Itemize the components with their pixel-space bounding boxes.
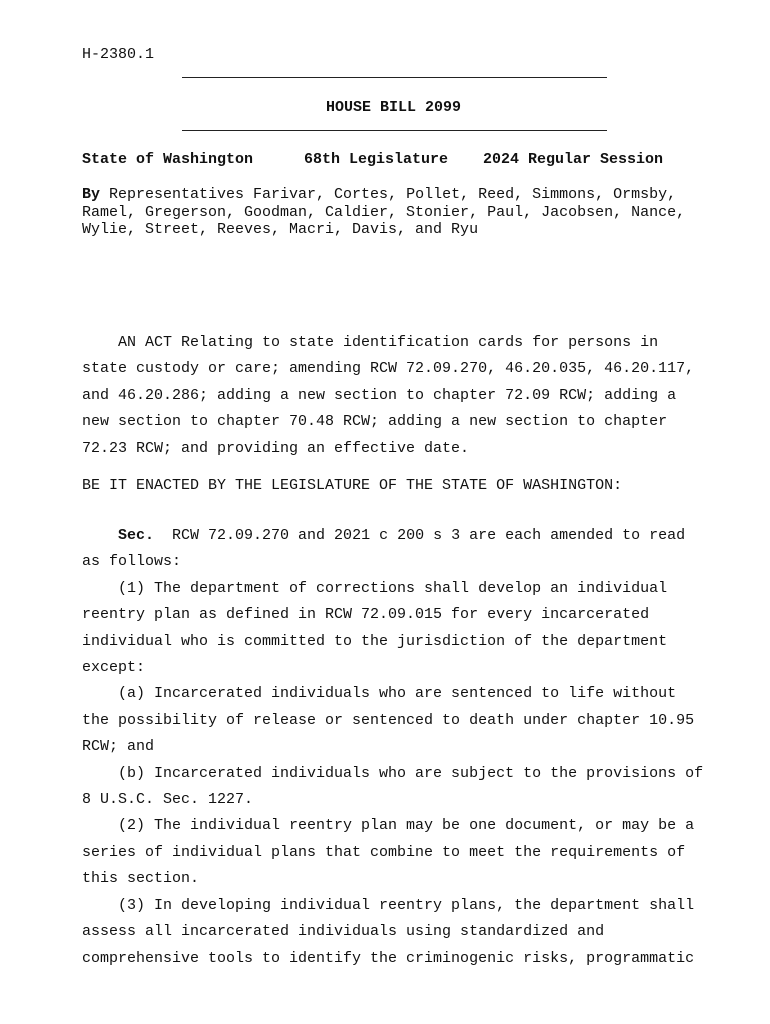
section-line: 8 U.S.C. Sec. 1227. (82, 791, 254, 809)
section-label: Sec. (118, 527, 155, 544)
section-line: (3) In developing individual reentry plans, the department shall (82, 896, 695, 914)
session-name: 2024 Regular Session (483, 151, 664, 168)
act-title-paragraph (82, 330, 722, 462)
section-body (82, 523, 722, 972)
section-line: (2) The individual reentry plan may be one document, or may be a (82, 817, 695, 835)
section-line: the possibility of release or sentenced to death under chapter 10.95 (82, 711, 695, 729)
section-line: RCW 72.09.270 and 2021 c 200 s 3 are each amended to read (154, 527, 686, 544)
title-bottom-rule (182, 130, 607, 131)
section-line: (b) Incarcerated individuals who are subject to the provisions of (82, 764, 704, 782)
section-line: (a) Incarcerated individuals who are sentenced to life without (82, 685, 677, 703)
sponsors-line: Representatives Farivar, Cortes, Pollet, Reed, Simmons, Ormsby, (100, 186, 677, 203)
act-line: new section to chapter 70.48 RCW; adding a new section to chapter (82, 413, 668, 431)
title-top-rule (182, 77, 607, 78)
section-line: RCW; and (82, 738, 155, 756)
section-line: (1) The department of corrections shall develop an individual (82, 579, 668, 597)
act-line: AN ACT Relating to state identification cards for persons in (82, 334, 659, 351)
act-line: state custody or care; amending RCW 72.09.270, 46.20.035, 46.20.117, (82, 360, 695, 378)
act-line: 72.23 RCW; and providing an effective date. (82, 439, 470, 457)
section-line: series of individual plans that combine to meet the requirements of (82, 843, 686, 861)
sponsors-block (82, 186, 722, 239)
state-name: State of Washington (82, 151, 254, 168)
enacting-clause: BE IT ENACTED BY THE LEGISLATURE OF THE STATE OF WASHINGTON: (82, 477, 623, 494)
sponsors-line: Ramel, Gregerson, Goodman, Caldier, Stonier, Paul, Jacobsen, Nance, (82, 203, 686, 221)
section-line: as follows: (82, 553, 182, 571)
section-line: reentry plan as defined in RCW 72.09.015 for every incarcerated (82, 606, 650, 624)
section-line: except: (82, 659, 146, 677)
section-line: assess all incarcerated individuals using standardized and (82, 923, 605, 941)
document-id: H-2380.1 (82, 46, 155, 63)
section-line: individual who is committed to the jurisdiction of the department (82, 632, 668, 650)
sponsors-line: Wylie, Street, Reeves, Macri, Davis, and Ryu (82, 221, 479, 239)
act-line: and 46.20.286; adding a new section to chapter 72.09 RCW; adding a (82, 386, 677, 404)
bill-title: HOUSE BILL 2099 (326, 99, 462, 116)
legislature-number: 68th Legislature (304, 151, 449, 168)
sponsors-prefix: By (82, 186, 101, 203)
section-line: comprehensive tools to identify the criminogenic risks, programmatic (82, 949, 695, 967)
section-line: this section. (82, 870, 200, 888)
